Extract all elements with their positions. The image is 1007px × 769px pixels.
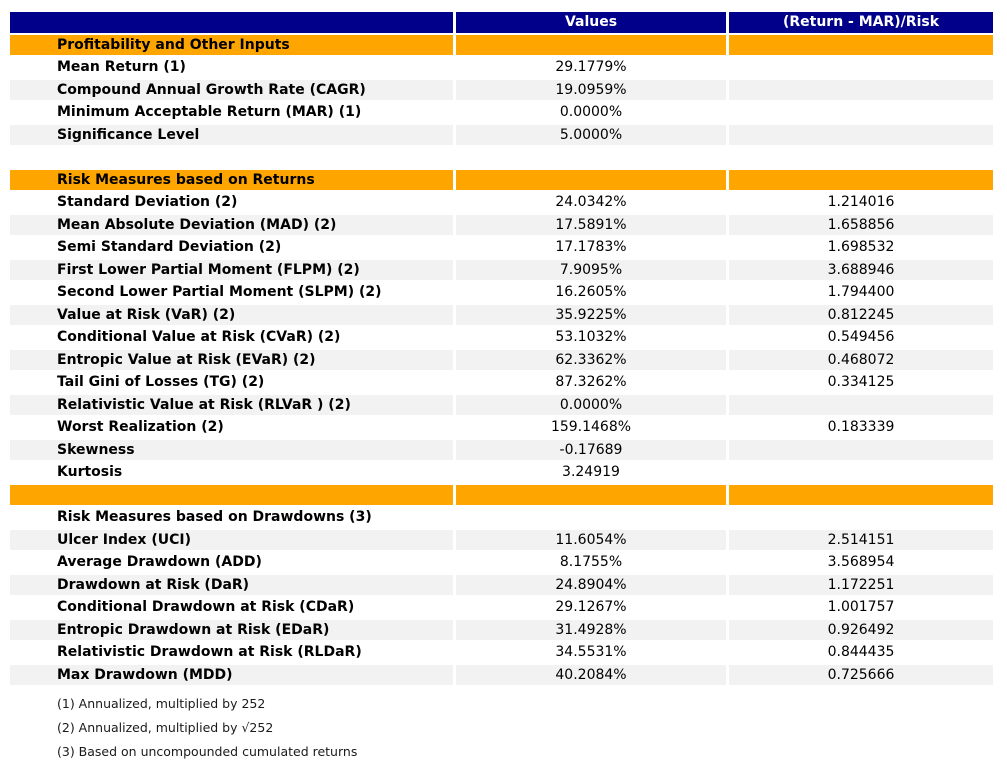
metric-label: Mean Return (1) bbox=[57, 59, 186, 75]
footnote: (1) Annualized, multiplied by 252 bbox=[57, 696, 266, 711]
metric-value: 31.4928% bbox=[456, 620, 726, 641]
metric-ratio: 0.812245 bbox=[729, 305, 993, 326]
table-row bbox=[10, 575, 993, 596]
table-row bbox=[10, 305, 993, 326]
table-row bbox=[10, 192, 993, 213]
metric-ratio: 3.568954 bbox=[827, 554, 895, 570]
metric-value: 19.0959% bbox=[456, 80, 726, 101]
metric-label: Relativistic Drawdown at Risk (RLDaR) bbox=[57, 644, 362, 660]
metric-label: Kurtosis bbox=[57, 464, 123, 480]
metric-label: Worst Realization (2) bbox=[57, 419, 224, 435]
table-row bbox=[10, 125, 993, 146]
metric-label: Conditional Drawdown at Risk (CDaR) bbox=[57, 599, 355, 615]
metric-value bbox=[456, 35, 726, 56]
metric-value: 35.9225% bbox=[456, 305, 726, 326]
footnote: (3) Based on uncompounded cumulated returns bbox=[57, 744, 358, 759]
metric-ratio bbox=[729, 507, 993, 528]
metric-label: Mean Absolute Deviation (MAD) (2) bbox=[10, 215, 453, 236]
metric-value: 11.6054% bbox=[456, 530, 726, 551]
column-header-return-mar-risk: (Return - MAR)/Risk bbox=[729, 12, 993, 33]
metric-value: 17.1783% bbox=[555, 239, 627, 255]
metric-value: 16.2605% bbox=[555, 284, 627, 300]
table-row bbox=[10, 552, 993, 573]
metric-value bbox=[456, 507, 726, 528]
section-spacer-row bbox=[10, 485, 993, 506]
metric-value: 5.0000% bbox=[456, 125, 726, 146]
metric-ratio bbox=[729, 102, 993, 123]
metric-ratio: 0.844435 bbox=[827, 644, 895, 660]
table-row bbox=[10, 597, 993, 618]
spacer-row bbox=[10, 147, 993, 168]
table-row bbox=[10, 327, 993, 348]
metric-label: Entropic Drawdown at Risk (EDaR) bbox=[10, 620, 453, 641]
metric-ratio: 0.334125 bbox=[827, 374, 895, 390]
column-header-values: Values bbox=[456, 12, 726, 33]
metric-ratio bbox=[729, 462, 993, 483]
metric-value bbox=[456, 485, 726, 506]
metric-ratio bbox=[729, 80, 993, 101]
metric-value bbox=[456, 147, 726, 168]
metric-label: Conditional Value at Risk (CVaR) (2) bbox=[57, 329, 341, 345]
metric-value: 53.1032% bbox=[555, 329, 627, 345]
metric-value: 7.9095% bbox=[456, 260, 726, 281]
metric-value: 29.1267% bbox=[555, 599, 627, 615]
metric-value: 3.24919 bbox=[562, 464, 620, 480]
metric-ratio: 1.214016 bbox=[827, 194, 895, 210]
metric-label: Compound Annual Growth Rate (CAGR) bbox=[10, 80, 453, 101]
metric-label: Value at Risk (VaR) (2) bbox=[10, 305, 453, 326]
metric-value: 24.8904% bbox=[456, 575, 726, 596]
metric-ratio: 0.468072 bbox=[729, 350, 993, 371]
metric-label: Tail Gini of Losses (TG) (2) bbox=[57, 374, 265, 390]
metric-ratio: 1.698532 bbox=[827, 239, 895, 255]
metric-ratio: 3.688946 bbox=[729, 260, 993, 281]
table-row bbox=[10, 237, 993, 258]
subsection-header-row bbox=[10, 507, 993, 528]
metric-label: Entropic Value at Risk (EVaR) (2) bbox=[10, 350, 453, 371]
metric-value: 29.1779% bbox=[555, 59, 627, 75]
metric-ratio bbox=[729, 125, 993, 146]
metric-ratio bbox=[729, 485, 993, 506]
metric-ratio bbox=[729, 57, 993, 78]
table-row bbox=[10, 417, 993, 438]
table-row bbox=[10, 80, 993, 101]
metric-label bbox=[10, 485, 453, 506]
table-row bbox=[10, 350, 993, 371]
table-row bbox=[10, 57, 993, 78]
table-row bbox=[10, 395, 993, 416]
footnotes bbox=[57, 692, 357, 764]
metric-ratio: 0.549456 bbox=[827, 329, 895, 345]
section-header-row bbox=[10, 35, 993, 56]
metric-label: First Lower Partial Moment (FLPM) (2) bbox=[10, 260, 453, 281]
table-row bbox=[10, 282, 993, 303]
metric-value: 40.2084% bbox=[456, 665, 726, 686]
metric-value: 87.3262% bbox=[555, 374, 627, 390]
metric-ratio bbox=[729, 147, 993, 168]
metric-ratio: 1.172251 bbox=[729, 575, 993, 596]
metric-label: Profitability and Other Inputs bbox=[10, 35, 453, 56]
metric-label: Skewness bbox=[10, 440, 453, 461]
metric-label bbox=[10, 147, 453, 168]
metric-ratio: 1.658856 bbox=[729, 215, 993, 236]
metric-label: Relativistic Value at Risk (RLVaR ) (2) bbox=[10, 395, 453, 416]
metric-label: Minimum Acceptable Return (MAR) (1) bbox=[57, 104, 362, 120]
metric-value: 17.5891% bbox=[456, 215, 726, 236]
metric-ratio: 1.001757 bbox=[827, 599, 895, 615]
metric-label: Risk Measures based on Returns bbox=[10, 170, 453, 191]
metric-value: 24.0342% bbox=[555, 194, 627, 210]
section-header-row bbox=[10, 170, 993, 191]
metric-label: Risk Measures based on Drawdowns (3) bbox=[57, 509, 372, 525]
column-header-metric bbox=[10, 12, 453, 33]
metric-label: Semi Standard Deviation (2) bbox=[57, 239, 282, 255]
metric-label: Max Drawdown (MDD) bbox=[10, 665, 453, 686]
metric-ratio bbox=[729, 440, 993, 461]
table-header-row bbox=[10, 12, 993, 33]
metric-ratio: 0.926492 bbox=[729, 620, 993, 641]
metric-value bbox=[456, 170, 726, 191]
metric-value: -0.17689 bbox=[456, 440, 726, 461]
table-row bbox=[10, 462, 993, 483]
table-row bbox=[10, 665, 993, 686]
table-row bbox=[10, 260, 993, 281]
metric-ratio bbox=[729, 35, 993, 56]
table-row bbox=[10, 215, 993, 236]
metric-ratio: 0.725666 bbox=[729, 665, 993, 686]
metric-ratio: 1.794400 bbox=[827, 284, 895, 300]
table-row bbox=[10, 642, 993, 663]
metric-label: Second Lower Partial Moment (SLPM) (2) bbox=[57, 284, 382, 300]
footnote: (2) Annualized, multiplied by √252 bbox=[57, 720, 274, 735]
metric-label: Ulcer Index (UCI) bbox=[10, 530, 453, 551]
metric-ratio: 0.183339 bbox=[827, 419, 895, 435]
metric-value: 62.3362% bbox=[456, 350, 726, 371]
metric-ratio: 2.514151 bbox=[729, 530, 993, 551]
metric-ratio bbox=[729, 170, 993, 191]
metric-label: Average Drawdown (ADD) bbox=[57, 554, 262, 570]
metric-value: 8.1755% bbox=[559, 554, 623, 570]
risk-metrics-table bbox=[7, 10, 996, 687]
metric-value: 0.0000% bbox=[456, 395, 726, 416]
metric-label: Drawdown at Risk (DaR) bbox=[10, 575, 453, 596]
table-row bbox=[10, 620, 993, 641]
metric-value: 34.5531% bbox=[555, 644, 627, 660]
table-row bbox=[10, 440, 993, 461]
metric-value: 159.1468% bbox=[550, 419, 632, 435]
metric-value: 0.0000% bbox=[559, 104, 623, 120]
table-row bbox=[10, 102, 993, 123]
metric-ratio bbox=[729, 395, 993, 416]
table-row bbox=[10, 530, 993, 551]
metric-label: Significance Level bbox=[10, 125, 453, 146]
table-row bbox=[10, 372, 993, 393]
metric-label: Standard Deviation (2) bbox=[57, 194, 238, 210]
